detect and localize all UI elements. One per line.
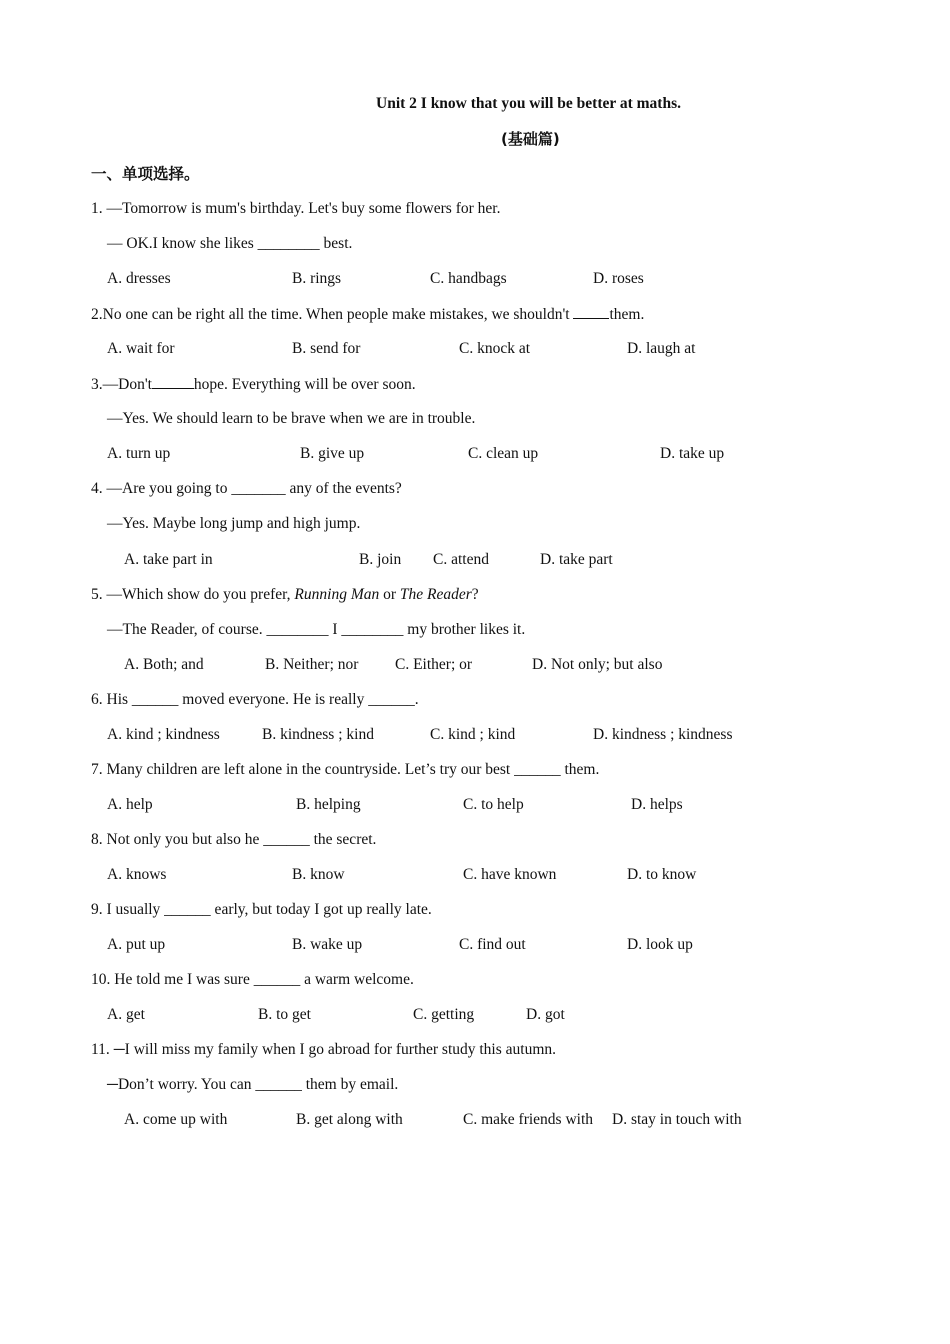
question-stem: He told me I was sure ______ a warm welcome.	[114, 971, 414, 988]
option-b[interactable]: B. send for	[292, 340, 361, 357]
question-3-line-2: —Yes. We should learn to be brave when we are in trouble.	[107, 410, 476, 427]
option-c[interactable]: C. attend	[433, 551, 489, 568]
option-a[interactable]: A. dresses	[107, 270, 171, 287]
option-b[interactable]: B. give up	[300, 445, 365, 462]
question-9	[91, 900, 432, 920]
option-d[interactable]: D. helps	[631, 796, 683, 813]
question-number: 9.	[91, 901, 103, 918]
question-2	[91, 304, 644, 325]
question-number: 4.	[91, 480, 103, 497]
option-a[interactable]: A. knows	[107, 866, 167, 883]
question-stem: —Are you going to _______ any of the events?	[106, 480, 402, 497]
question-8	[91, 830, 376, 850]
question-4-line-2: —Yes. Maybe long jump and high jump.	[107, 515, 361, 532]
option-a[interactable]: A. turn up	[107, 445, 171, 462]
question-stem: No one can be right all the time. When people make mistakes, we shouldn't	[102, 306, 574, 323]
show-title-2: The Reader	[399, 586, 472, 603]
question-number: 10.	[91, 971, 111, 988]
option-d[interactable]: D. roses	[593, 270, 644, 287]
option-d[interactable]: D. to know	[627, 866, 697, 883]
question-11-line-2: ─Don’t worry. You can ______ them by email.	[107, 1076, 399, 1093]
question-number: 7.	[91, 761, 103, 778]
question-5	[91, 585, 479, 605]
option-a[interactable]: A. get	[107, 1006, 145, 1023]
option-b[interactable]: B. know	[292, 866, 345, 883]
option-a[interactable]: A. wait for	[107, 340, 175, 357]
question-number: 6.	[91, 691, 103, 708]
option-b[interactable]: B. join	[359, 551, 402, 568]
option-a[interactable]: A. take part in	[124, 551, 213, 568]
question-4	[91, 479, 402, 499]
option-c[interactable]: C. to help	[463, 796, 524, 813]
question-number: 5.	[91, 586, 103, 603]
option-a[interactable]: A. come up with	[124, 1111, 228, 1128]
question-stem: ─I will miss my family when I go abroad for further study this autumn.	[113, 1041, 557, 1058]
option-d[interactable]: D. laugh at	[627, 340, 696, 357]
option-a[interactable]: A. Both; and	[124, 656, 204, 673]
option-a[interactable]: A. kind ; kindness	[107, 726, 220, 743]
option-d[interactable]: D. take up	[660, 445, 725, 462]
page-subtitle: (基础篇)	[501, 130, 560, 148]
question-stem: I usually ______ early, but today I got up really late.	[106, 901, 432, 918]
option-c[interactable]: C. kind ; kind	[430, 726, 516, 743]
question-stem-end: them.	[609, 306, 645, 323]
option-d[interactable]: D. got	[526, 1006, 565, 1023]
option-c[interactable]: C. clean up	[468, 445, 539, 462]
option-d[interactable]: D. kindness ; kindness	[593, 726, 733, 743]
option-c[interactable]: C. handbags	[430, 270, 507, 287]
option-a[interactable]: A. put up	[107, 936, 166, 953]
question-3	[91, 374, 416, 395]
question-6	[91, 690, 419, 710]
option-b[interactable]: B. rings	[292, 270, 342, 287]
question-stem-end: hope. Everything will be over soon.	[193, 376, 416, 393]
option-d[interactable]: D. look up	[627, 936, 693, 953]
show-title-1: Running Man	[294, 586, 380, 603]
question-stem: —Tomorrow is mum's birthday. Let's buy some flowers for her.	[106, 200, 501, 217]
option-b[interactable]: B. get along with	[296, 1111, 403, 1128]
option-c[interactable]: C. find out	[459, 936, 526, 953]
question-stem-mid: or	[379, 586, 400, 603]
option-d[interactable]: D. stay in touch with	[612, 1111, 742, 1128]
question-stem: —Which show do you prefer,	[106, 586, 295, 603]
question-number: 11.	[91, 1041, 110, 1058]
question-7	[91, 760, 599, 780]
option-c[interactable]: C. have known	[463, 866, 557, 883]
page-title: Unit 2 I know that you will be better at maths.	[376, 95, 681, 112]
answer-blank	[152, 374, 194, 389]
option-d[interactable]: D. take part	[540, 551, 613, 568]
question-number: 8.	[91, 831, 103, 848]
question-1	[91, 199, 500, 219]
option-b[interactable]: B. helping	[296, 796, 361, 813]
option-a[interactable]: A. help	[107, 796, 153, 813]
question-stem-end: ?	[471, 586, 479, 603]
question-10	[91, 970, 414, 990]
question-stem: Many children are left alone in the countryside. Let’s try our best ______ them.	[106, 761, 600, 778]
option-c[interactable]: C. make friends with	[463, 1111, 594, 1128]
question-number: 3.	[91, 376, 103, 393]
answer-blank	[573, 304, 609, 319]
question-11	[91, 1040, 556, 1060]
option-c[interactable]: C. Either; or	[395, 656, 473, 673]
question-5-line-2: —The Reader, of course. ________ I ________ my brother likes it.	[107, 621, 526, 638]
option-c[interactable]: C. knock at	[459, 340, 531, 357]
option-b[interactable]: B. Neither; nor	[265, 656, 359, 673]
option-d[interactable]: D. Not only; but also	[532, 656, 663, 673]
option-b[interactable]: B. wake up	[292, 936, 363, 953]
section-heading: 一、单项选择。	[91, 165, 200, 183]
question-number: 1.	[91, 200, 103, 217]
question-stem: Not only you but also he ______ the secret.	[106, 831, 377, 848]
option-b[interactable]: B. kindness ; kind	[262, 726, 374, 743]
question-1-line-2: — OK.I know she likes ________ best.	[107, 235, 353, 252]
question-stem: His ______ moved everyone. He is really ______.	[106, 691, 419, 708]
option-c[interactable]: C. getting	[413, 1006, 475, 1023]
question-number: 2.	[91, 306, 103, 323]
option-b[interactable]: B. to get	[258, 1006, 311, 1023]
question-stem: —Don't	[102, 376, 152, 393]
